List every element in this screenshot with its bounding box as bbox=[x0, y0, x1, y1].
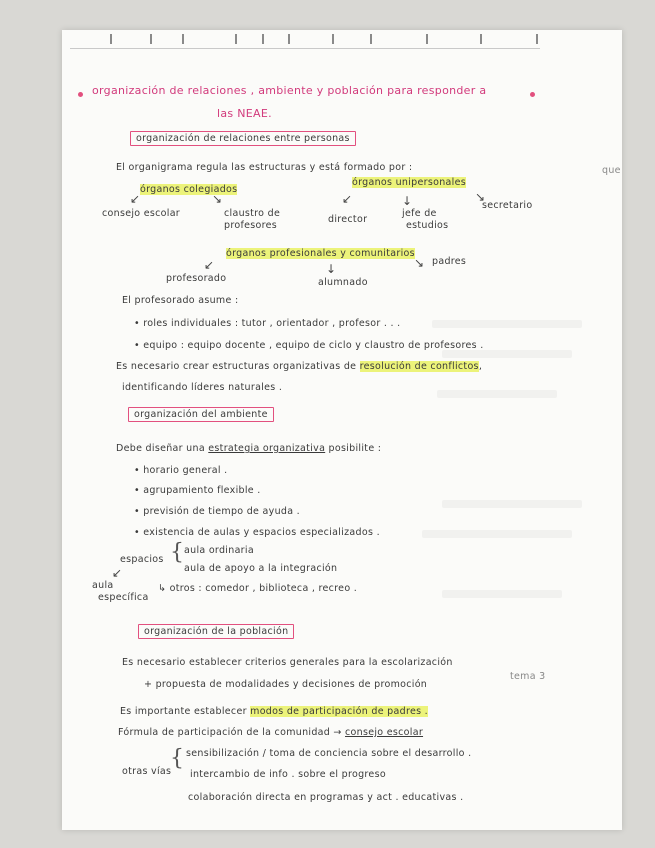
page-title: organización de relaciones , ambiente y población para responder a bbox=[92, 84, 487, 97]
bullet-horario: • horario general . bbox=[134, 465, 228, 476]
diseñar-estrategia: Debe diseñar una estrategia organizativa posibilite : bbox=[116, 443, 382, 454]
arrow: ↓ bbox=[326, 262, 337, 276]
estudios: estudios bbox=[406, 220, 449, 231]
page-title-line2: las NEAE. bbox=[217, 107, 272, 120]
arrow: ↙ bbox=[112, 566, 123, 580]
profesorado-asume: El profesorado asume : bbox=[122, 295, 239, 306]
necesario-estructuras: Es necesario crear estructuras organizativas de resolución de conflictos, bbox=[116, 361, 483, 372]
secretario: secretario bbox=[482, 200, 533, 211]
organos-colegiados: órganos colegiados bbox=[140, 184, 238, 195]
section-heading-poblacion: organización de la población bbox=[138, 624, 294, 639]
formula-participacion: Fórmula de participación de la comunidad → consejo escolar bbox=[118, 727, 424, 738]
organos-profesionales: órganos profesionales y comunitarios bbox=[226, 248, 415, 259]
organigrama-intro: El organigrama regula las estructuras y está formado por : bbox=[116, 162, 413, 173]
aula-especifica: aula bbox=[92, 580, 114, 591]
margin-note: que bbox=[602, 165, 621, 176]
via-sensibilizacion: sensibilización / toma de conciencia sobre el desarrollo . bbox=[186, 748, 472, 759]
profesores: profesores bbox=[224, 220, 277, 231]
jefe-de: jefe de bbox=[402, 208, 437, 219]
profesorado: profesorado bbox=[166, 273, 227, 284]
brace-vias: { bbox=[170, 746, 184, 771]
criterios-escolarizacion: Es necesario establecer criterios generales para la escolarización bbox=[122, 657, 453, 668]
arrow: ↓ bbox=[402, 194, 413, 208]
claustro-de: claustro de bbox=[224, 208, 281, 219]
arrow: ↘ bbox=[414, 256, 425, 270]
aula-especifica-2: específica bbox=[98, 592, 149, 603]
arrow: ↙ bbox=[204, 258, 215, 272]
section-heading-relaciones: organización de relaciones entre personas bbox=[130, 131, 356, 146]
title-bullet-dot bbox=[78, 92, 83, 97]
bullet-roles: • roles individuales : tutor , orientador , profesor . . . bbox=[134, 318, 401, 329]
section-heading-ambiente: organización del ambiente bbox=[128, 407, 274, 422]
padres: padres bbox=[432, 256, 467, 267]
brace-espacios: { bbox=[170, 540, 184, 565]
arrow: ↙ bbox=[342, 192, 353, 206]
arrow: ↘ bbox=[475, 190, 486, 204]
arrow: ↙ bbox=[130, 192, 141, 206]
espacios-label: espacios bbox=[120, 554, 164, 565]
aula-apoyo: aula de apoyo a la integración bbox=[184, 563, 338, 574]
consejo-escolar: consejo escolar bbox=[102, 208, 181, 219]
arrow: ↘ bbox=[212, 192, 223, 206]
bullet-prevision: • previsión de tiempo de ayuda . bbox=[134, 506, 300, 517]
bullet-equipo: • equipo : equipo docente , equipo de ciclo y claustro de profesores . bbox=[134, 340, 484, 351]
bullet-existencia: • existencia de aulas y espacios especializados . bbox=[134, 527, 380, 538]
otras-vias-label: otras vías bbox=[122, 766, 172, 777]
via-colaboracion: colaboración directa en programas y act . educativas . bbox=[188, 792, 464, 803]
otros-espacios: ↳ otros : comedor , biblioteca , recreo . bbox=[158, 583, 358, 594]
via-intercambio: intercambio de info . sobre el progreso bbox=[190, 769, 386, 780]
tema-note: tema 3 bbox=[510, 671, 546, 682]
aula-ordinaria: aula ordinaria bbox=[184, 545, 254, 556]
spiral-binding bbox=[70, 34, 540, 49]
notebook-page bbox=[62, 30, 622, 830]
identificando-lideres: identificando líderes naturales . bbox=[122, 382, 283, 393]
bullet-agrupamiento: • agrupamiento flexible . bbox=[134, 485, 261, 496]
alumnado: alumnado bbox=[318, 277, 368, 288]
modos-participacion: Es importante establecer modos de participación de padres . bbox=[120, 706, 428, 717]
director: director bbox=[328, 214, 368, 225]
organos-unipersonales: órganos unipersonales bbox=[352, 177, 467, 188]
propuesta-modalidades: + propuesta de modalidades y decisiones de promoción bbox=[144, 679, 428, 690]
title-bullet-dot-right bbox=[530, 92, 535, 97]
